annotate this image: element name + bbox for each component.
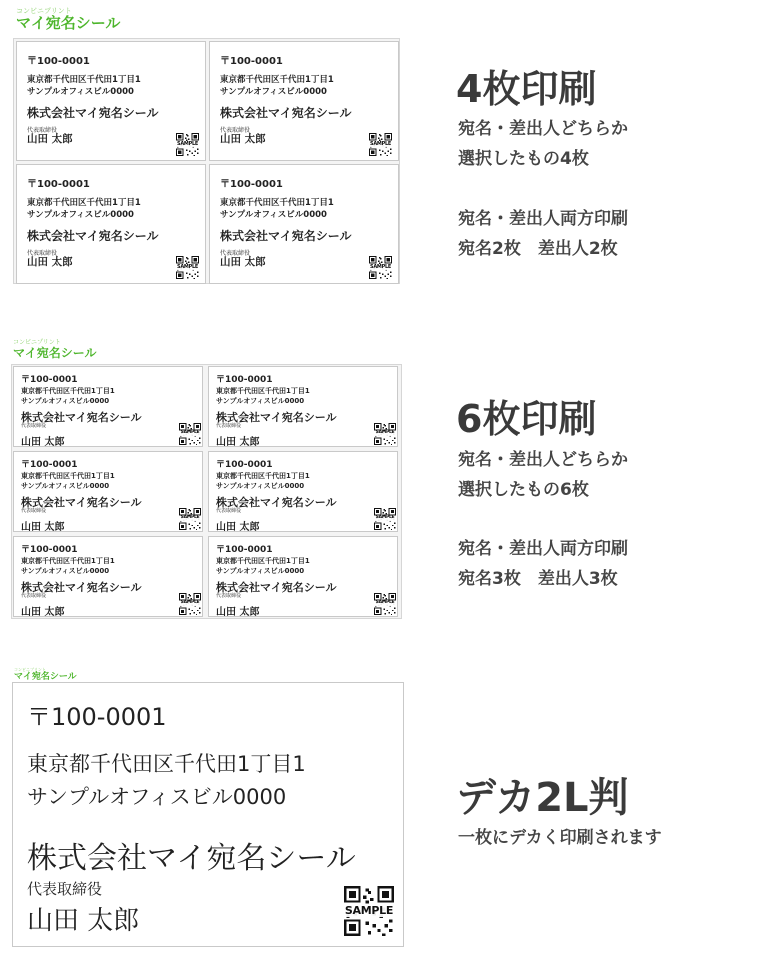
- brand-sub: コンビニプリント: [13, 339, 61, 346]
- label-postal: 〒100-0001: [216, 545, 273, 555]
- label-company: 株式会社マイ宛名シール: [21, 411, 142, 424]
- label-company: 株式会社マイ宛名シール: [27, 106, 159, 120]
- desc-4up-a1: 宛名・差出人どちらか: [458, 119, 628, 139]
- label-address-line2: サンプルオフィスビル0000: [27, 210, 134, 220]
- label-person: 山田 太郎: [21, 607, 65, 617]
- heading-4up: 4枚印刷: [456, 67, 597, 111]
- address-label: [209, 164, 399, 284]
- brand-logo: [13, 340, 97, 359]
- label-person: 山田 太郎: [21, 437, 65, 447]
- label-company: 株式会社マイ宛名シール: [21, 496, 142, 509]
- address-label: [13, 451, 203, 532]
- desc-4up-a2: 選択したもの4枚: [458, 149, 589, 169]
- desc-6up-a1: 宛名・差出人どちらか: [458, 450, 628, 470]
- qr-code-icon: [176, 256, 199, 279]
- qr-code-icon: [179, 423, 201, 445]
- label-address-line2: サンプルオフィスビル0000: [216, 482, 305, 490]
- label-address-line2: サンプルオフィスビル0000: [27, 87, 134, 97]
- desc-deka2l-a1: 一枚にデカく印刷されます: [458, 828, 662, 848]
- address-label: [12, 682, 404, 947]
- qr-sample-text: SAMPLE: [370, 263, 391, 270]
- brand-name: マイ宛名シール: [14, 672, 77, 682]
- label-postal: 〒100-0001: [21, 545, 78, 555]
- label-role: 代表取締役: [220, 250, 251, 257]
- label-person: 山田 太郎: [27, 256, 73, 268]
- brand-logo: [14, 668, 77, 682]
- qr-sample-text: SAMPLE: [180, 600, 200, 606]
- label-postal: 〒100-0001: [216, 460, 273, 470]
- label-address-line1: 東京都千代田区千代田1丁目1: [27, 198, 141, 208]
- label-person: 山田 太郎: [216, 607, 260, 617]
- address-label: [208, 451, 398, 532]
- label-postal: 〒100-0001: [216, 375, 273, 385]
- qr-sample-text: SAMPLE: [375, 430, 395, 436]
- label-role: 代表取締役: [21, 423, 47, 429]
- label-person: 山田 太郎: [27, 133, 73, 145]
- qr-code-icon: [369, 256, 392, 279]
- label-address-line1: 東京都千代田区千代田1丁目1: [216, 472, 310, 480]
- label-address-line2: サンプルオフィスビル0000: [27, 785, 287, 809]
- label-address-line1: 東京都千代田区千代田1丁目1: [27, 75, 141, 85]
- address-label: [16, 41, 206, 161]
- label-person: 山田 太郎: [216, 437, 260, 447]
- label-address-line2: サンプルオフィスビル0000: [216, 397, 305, 405]
- label-address-line2: サンプルオフィスビル0000: [21, 567, 110, 575]
- label-role: 代表取締役: [216, 593, 242, 599]
- label-person: 山田 太郎: [216, 522, 260, 532]
- qr-sample-text: SAMPLE: [177, 140, 198, 147]
- label-postal: 〒100-0001: [21, 375, 78, 385]
- label-company: 株式会社マイ宛名シール: [216, 581, 337, 594]
- address-label: [208, 366, 398, 447]
- label-company: 株式会社マイ宛名シール: [216, 411, 337, 424]
- brand-name: マイ宛名シール: [16, 14, 121, 32]
- brand-name: マイ宛名シール: [13, 346, 97, 360]
- label-role: 代表取締役: [21, 508, 47, 514]
- label-postal: 〒100-0001: [27, 179, 90, 190]
- label-address-line1: 東京都千代田区千代田1丁目1: [220, 75, 334, 85]
- qr-sample-text: SAMPLE: [180, 515, 200, 521]
- label-address-line1: 東京都千代田区千代田1丁目1: [216, 387, 310, 395]
- label-postal: 〒100-0001: [27, 703, 167, 731]
- label-person: 山田 太郎: [220, 256, 266, 268]
- address-label: [16, 164, 206, 284]
- qr-code-icon: [179, 593, 201, 615]
- desc-6up-b2: 宛名3枚 差出人3枚: [458, 569, 618, 589]
- label-company: 株式会社マイ宛名シール: [216, 496, 337, 509]
- label-address-line2: サンプルオフィスビル0000: [21, 482, 110, 490]
- qr-sample-text: SAMPLE: [344, 904, 394, 917]
- label-role: 代表取締役: [21, 593, 47, 599]
- qr-code-icon: [179, 508, 201, 530]
- qr-code-icon: [374, 508, 396, 530]
- label-address-line2: サンプルオフィスビル0000: [21, 397, 110, 405]
- label-company: 株式会社マイ宛名シール: [220, 229, 352, 243]
- qr-code-icon: [176, 133, 199, 156]
- address-label: [13, 366, 203, 447]
- address-label: [208, 536, 398, 617]
- label-company: 株式会社マイ宛名シール: [21, 581, 142, 594]
- label-role: 代表取締役: [216, 423, 242, 429]
- label-address-line1: 東京都千代田区千代田1丁目1: [21, 387, 115, 395]
- brand-logo: [16, 8, 120, 31]
- label-role: 代表取締役: [220, 127, 251, 134]
- label-address-line1: 東京都千代田区千代田1丁目1: [220, 198, 334, 208]
- qr-sample-text: SAMPLE: [370, 140, 391, 147]
- label-address-line2: サンプルオフィスビル0000: [216, 567, 305, 575]
- qr-sample-text: SAMPLE: [180, 430, 200, 436]
- desc-4up-b1: 宛名・差出人両方印刷: [458, 209, 628, 229]
- qr-sample-text: SAMPLE: [177, 263, 198, 270]
- label-person: 山田 太郎: [27, 906, 140, 936]
- brand-sub: コンビニプリント: [14, 667, 46, 672]
- brand-sub: コンビニプリント: [16, 7, 72, 15]
- label-company: 株式会社マイ宛名シール: [27, 841, 356, 876]
- label-company: 株式会社マイ宛名シール: [220, 106, 352, 120]
- qr-sample-text: SAMPLE: [375, 515, 395, 521]
- qr-sample-text: SAMPLE: [375, 600, 395, 606]
- label-person: 山田 太郎: [21, 522, 65, 532]
- label-postal: 〒100-0001: [27, 56, 90, 67]
- label-address-line1: 東京都千代田区千代田1丁目1: [21, 557, 115, 565]
- label-role: 代表取締役: [27, 250, 58, 257]
- label-role: 代表取締役: [27, 880, 103, 898]
- address-label: [13, 536, 203, 617]
- desc-6up-a2: 選択したもの6枚: [458, 480, 589, 500]
- label-address-line2: サンプルオフィスビル0000: [220, 210, 327, 220]
- heading-deka2l: デカ2L判: [456, 775, 629, 821]
- label-person: 山田 太郎: [220, 133, 266, 145]
- qr-code-icon: [374, 423, 396, 445]
- label-postal: 〒100-0001: [220, 56, 283, 67]
- label-address-line1: 東京都千代田区千代田1丁目1: [27, 752, 306, 776]
- desc-6up-b1: 宛名・差出人両方印刷: [458, 539, 628, 559]
- qr-code-icon: [344, 886, 394, 936]
- qr-code-icon: [374, 593, 396, 615]
- label-postal: 〒100-0001: [220, 179, 283, 190]
- label-postal: 〒100-0001: [21, 460, 78, 470]
- label-role: 代表取締役: [216, 508, 242, 514]
- label-company: 株式会社マイ宛名シール: [27, 229, 159, 243]
- address-label: [209, 41, 399, 161]
- label-role: 代表取締役: [27, 127, 58, 134]
- label-address-line1: 東京都千代田区千代田1丁目1: [216, 557, 310, 565]
- heading-6up: 6枚印刷: [456, 397, 597, 441]
- desc-4up-b2: 宛名2枚 差出人2枚: [458, 239, 618, 259]
- qr-code-icon: [369, 133, 392, 156]
- label-address-line1: 東京都千代田区千代田1丁目1: [21, 472, 115, 480]
- label-address-line2: サンプルオフィスビル0000: [220, 87, 327, 97]
